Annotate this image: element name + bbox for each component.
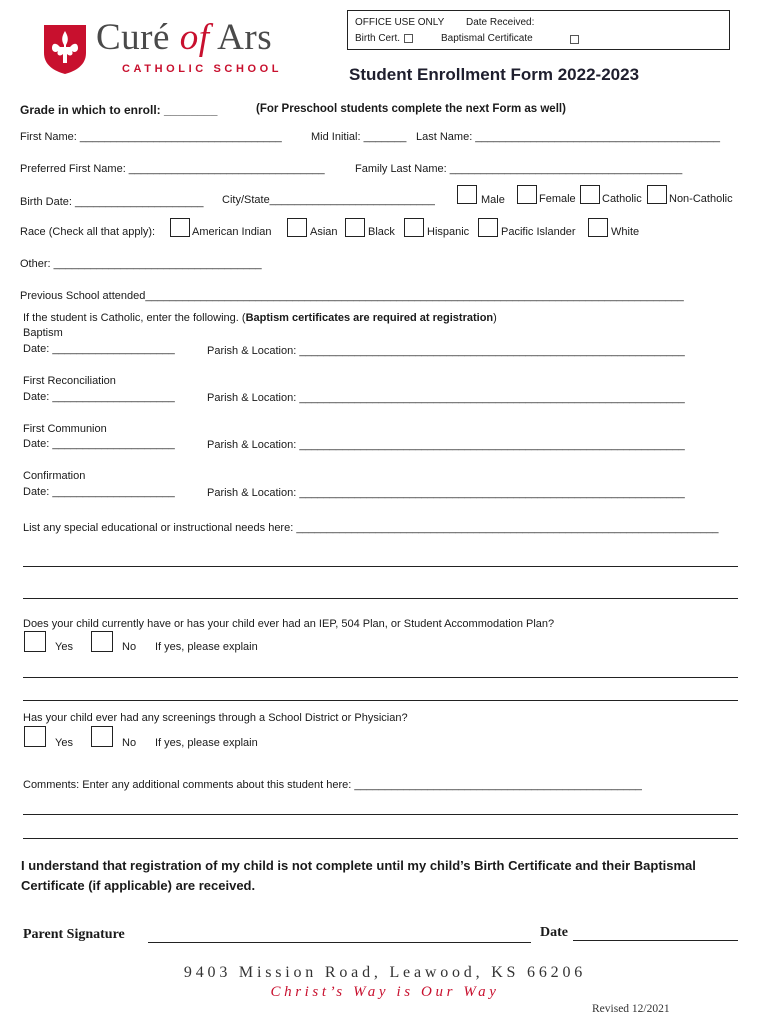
school-crest-icon: [42, 23, 88, 75]
communion-heading: First Communion: [23, 423, 107, 435]
reconciliation-parish-field[interactable]: Parish & Location: _______________________________________________________________: [207, 392, 685, 404]
male-label: Male: [481, 194, 505, 206]
asian-checkbox[interactable]: [287, 218, 307, 237]
parent-signature-label: Parent Signature: [23, 927, 125, 942]
reconciliation-date-field[interactable]: Date: ____________________: [23, 391, 175, 403]
communion-date-field[interactable]: Date: ____________________: [23, 438, 175, 450]
non-catholic-label: Non-Catholic: [669, 193, 733, 205]
race-label: Race (Check all that apply):: [20, 226, 156, 238]
other-race-field[interactable]: Other: __________________________________: [20, 258, 262, 270]
iep-explain-line[interactable]: [23, 677, 738, 678]
black-label: Black: [368, 226, 395, 238]
baptismal-cert-checkbox[interactable]: [570, 35, 579, 44]
previous-school-field[interactable]: Previous School attended________________________________________________________________________________________: [20, 290, 684, 302]
parent-signature-line[interactable]: [148, 942, 531, 943]
grade-field[interactable]: Grade in which to enroll: ________: [20, 103, 218, 117]
catholic-checkbox[interactable]: [580, 185, 600, 204]
screening-explain-label: If yes, please explain: [155, 737, 258, 749]
screening-yes-label: Yes: [55, 737, 73, 749]
iep-no-label: No: [122, 641, 137, 653]
first-name-field[interactable]: First Name: _________________________________: [20, 131, 282, 143]
school-name-logo: Curé of Ars: [96, 17, 273, 58]
screening-yes-checkbox[interactable]: [24, 726, 46, 747]
confirmation-date-field[interactable]: Date: ____________________: [23, 486, 175, 498]
special-needs-line[interactable]: [23, 598, 738, 599]
comments-line[interactable]: [23, 838, 738, 839]
hispanic-checkbox[interactable]: [404, 218, 424, 237]
grade-note: (For Preschool students complete the next Form as well): [256, 103, 566, 115]
american-indian-checkbox[interactable]: [170, 218, 190, 237]
iep-no-checkbox[interactable]: [91, 631, 113, 652]
iep-yes-checkbox[interactable]: [24, 631, 46, 652]
screening-no-label: No: [122, 737, 137, 749]
special-needs-field[interactable]: List any special educational or instructional needs here: _____________________________________________________________________: [23, 522, 719, 534]
sacraments-intro: If the student is Catholic, enter the following. (Baptism certificates are required at registration): [23, 312, 497, 324]
birth-date-field[interactable]: Birth Date: _____________________: [20, 196, 204, 208]
special-needs-line[interactable]: [23, 566, 738, 567]
family-last-name-field[interactable]: Family Last Name: ______________________________________: [355, 163, 683, 175]
iep-yes-label: Yes: [55, 641, 73, 653]
revision-date: Revised 12/2021: [592, 1003, 670, 1015]
pacific-islander-checkbox[interactable]: [478, 218, 498, 237]
hispanic-label: Hispanic: [427, 226, 470, 238]
baptism-heading: Baptism: [23, 327, 63, 339]
american-indian-label: American Indian: [192, 226, 272, 238]
preferred-first-name-field[interactable]: Preferred First Name: ________________________________: [20, 163, 325, 175]
black-checkbox[interactable]: [345, 218, 365, 237]
form-title: Student Enrollment Form 2022-2023: [349, 65, 640, 84]
asian-label: Asian: [310, 226, 338, 238]
signature-date-label: Date: [540, 925, 568, 940]
school-subtitle: CATHOLIC SCHOOL: [122, 63, 283, 75]
comments-field[interactable]: Comments: Enter any additional comments about this student here: _______________________________________________: [23, 779, 642, 791]
office-use-box: [347, 10, 730, 50]
screening-no-checkbox[interactable]: [91, 726, 113, 747]
mid-initial-field[interactable]: Mid Initial: _______: [311, 131, 407, 143]
reconciliation-heading: First Reconciliation: [23, 375, 116, 387]
iep-question: Does your child currently have or has your child ever had an IEP, 504 Plan, or Student Accommodation Plan?: [23, 618, 555, 630]
office-use-title: OFFICE USE ONLY: [355, 17, 445, 28]
acknowledgement-line-1: I understand that registration of my child is not complete until my child’s Birth Certificate and their Baptismal: [21, 858, 696, 873]
baptism-date-field[interactable]: Date: ____________________: [23, 343, 175, 355]
school-motto: Christ’s Way is Our Way: [270, 984, 500, 1000]
male-checkbox[interactable]: [457, 185, 477, 204]
female-checkbox[interactable]: [517, 185, 537, 204]
catholic-label: Catholic: [602, 193, 642, 205]
pacific-islander-label: Pacific Islander: [501, 226, 576, 238]
signature-date-line[interactable]: [573, 940, 738, 941]
non-catholic-checkbox[interactable]: [647, 185, 667, 204]
confirmation-heading: Confirmation: [23, 470, 86, 482]
date-received-label: Date Received:: [466, 17, 535, 28]
acknowledgement-line-2: Certificate (if applicable) are received.: [21, 878, 256, 893]
screening-question: Has your child ever had any screenings through a School District or Physician?: [23, 712, 408, 724]
communion-parish-field[interactable]: Parish & Location: _______________________________________________________________: [207, 439, 685, 451]
last-name-field[interactable]: Last Name: ________________________________________: [416, 131, 721, 143]
birth-cert-checkbox[interactable]: [404, 34, 413, 43]
school-address: 9403 Mission Road, Leawood, KS 66206: [183, 964, 587, 981]
iep-explain-line[interactable]: [23, 700, 738, 701]
iep-explain-label: If yes, please explain: [155, 641, 258, 653]
comments-line[interactable]: [23, 814, 738, 815]
confirmation-parish-field[interactable]: Parish & Location: _______________________________________________________________: [207, 487, 685, 499]
birth-cert-label: Birth Cert.: [355, 33, 413, 44]
white-label: White: [611, 226, 640, 238]
white-checkbox[interactable]: [588, 218, 608, 237]
baptism-parish-field[interactable]: Parish & Location: _______________________________________________________________: [207, 345, 685, 357]
baptismal-cert-label: Baptismal Certificate: [441, 33, 533, 44]
female-label: Female: [539, 193, 576, 205]
city-state-field[interactable]: City/State___________________________: [222, 194, 435, 206]
